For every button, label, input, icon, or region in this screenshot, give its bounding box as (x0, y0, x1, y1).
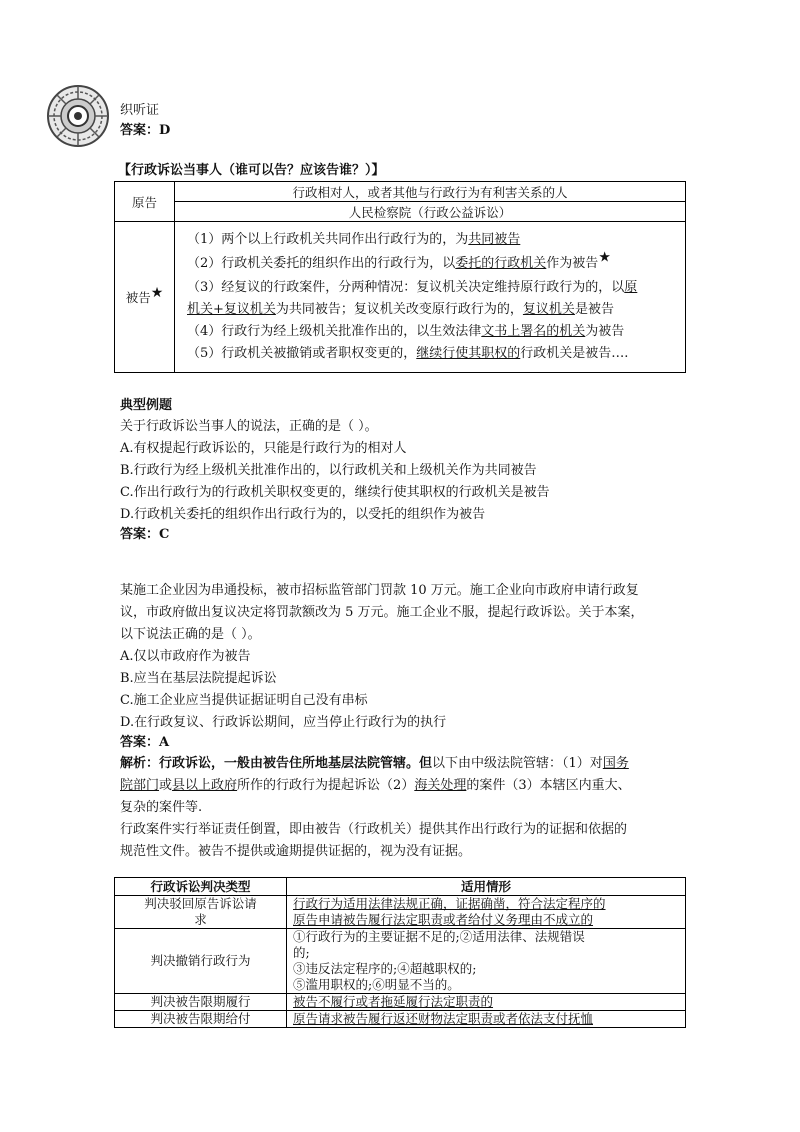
burden-line: 规范性文件。被告不提供或逾期提供证据的，视为没有证据。 (120, 844, 472, 859)
example1-option-a: A.有权提起行政诉讼的，只能是行政行为的相对人 (120, 441, 407, 456)
judgment-row (115, 994, 686, 1011)
defendant-label: 被告 (125, 290, 151, 305)
previous-answer: 答案：D (120, 123, 171, 138)
burden-line: 行政案件实行举证责任倒置，即由被告（行政机关）提供其作出行政行为的证据和依据的 (120, 822, 628, 837)
plaintiff-label: 原告 (115, 182, 175, 222)
plaintiff-row: 人民检察院（行政公益诉讼） (175, 202, 686, 222)
previous-text-tail: 织听证 (120, 103, 160, 118)
defendant-rule-3-cont: 机关+复议机关为共同被告；复议机关改变原行政行为的，复议机关是被告 (187, 302, 614, 317)
analysis-line-2: 院部门或县以上政府所作的行政行为提起诉讼（2）海关处理的案件（3）本辖区内重大、 (120, 778, 631, 793)
example1-option-d: D.行政机关委托的组织作出行政行为的，以受托的组织作为被告 (120, 507, 486, 522)
example1-option-b: B.行政行为经上级机关批准作出的，以行政机关和上级机关作为共同被告 (120, 463, 537, 478)
judgment-header-type: 行政诉讼判决类型 (115, 878, 287, 896)
publisher-logo (46, 84, 110, 148)
analysis-line-3: 复杂的案件等. (120, 800, 203, 815)
judgment-header-condition: 适用情形 (287, 878, 686, 896)
parties-table (114, 181, 686, 373)
plaintiff-row: 行政相对人，或者其他与行政行为有利害关系的人 (175, 182, 686, 202)
example2-question-line: 议，市政府做出复议决定将罚款额改为 5 万元。施工企业不服，提起行政诉讼。关于本案， (120, 605, 644, 620)
analysis-line-1: 解析：行政诉讼，一般由被告住所地基层法院管辖。但以下由中级法院管辖：（1）对国务 (120, 756, 629, 771)
defendant-rule-1: （1）两个以上行政机关共同作出行政行为的，为共同被告 (187, 232, 521, 247)
judgment-type-cell: 判决撤销行政行为 (115, 929, 287, 994)
defendant-rule-5: （5）行政机关被撤销或者职权变更的，继续行使其职权的行政机关是被告…. (187, 346, 629, 361)
example2-question-line: 以下说法正确的是（ ）。 (120, 627, 261, 642)
defendant-rule-3: （3）经复议的行政案件，分两种情况：复议机关决定维持原行政行为的，以原 (187, 280, 638, 295)
defendant-rule-4: （4）行政行为经上级机关批准作出的，以生效法律文书上署名的机关为被告 (187, 324, 625, 339)
judgment-condition-cell: 原告请求被告履行返还财物法定职责或者依法支付抚恤 (287, 1011, 686, 1028)
example1-answer: 答案：C (120, 527, 170, 542)
judgment-row (115, 896, 686, 929)
example2-option-d: D.在行政复议、行政诉讼期间，应当停止行政行为的执行 (120, 715, 447, 730)
example1-option-c: C.作出行政行为的行政机关职权变更的，继续行使其职权的行政机关是被告 (120, 485, 550, 500)
judgment-condition-cell: 被告不履行或者拖延履行法定职责的 (287, 994, 686, 1011)
example2-option-b: B.应当在基层法院提起诉讼 (120, 671, 277, 686)
judgment-type-cell: 判决被告限期给付 (115, 1011, 287, 1028)
judgment-table (114, 877, 686, 1028)
example-heading: 典型例题 (120, 398, 173, 413)
judgment-condition-cell: ①行政行为的主要证据不足的;②适用法律、法规错误 的; ③违反法定程序的;④超越职权的; ⑤滥用职权的;⑥明显不当的。 (287, 929, 686, 994)
defendant-rules (175, 222, 686, 373)
example2-option-a: A.仅以市政府作为被告 (120, 649, 251, 664)
section-title: 【行政诉讼当事人（谁可以告？应该告谁？）】 (118, 163, 385, 178)
judgment-condition-cell: 行政行为适用法律法规正确，证据确凿，符合法定程序的 原告申请被告履行法定职责或者给付义务理由不成立的 (287, 896, 686, 929)
example2-answer: 答案：A (120, 735, 170, 750)
star-icon: ★ (150, 284, 164, 301)
example2-question-line: 某施工企业因为串通投标，被市招标监管部门罚款 10 万元。施工企业向市政府申请行政复 (120, 583, 639, 598)
judgment-row (115, 929, 686, 994)
defendant-rule-2: （2）行政机关委托的组织作出的行政行为，以委托的行政机关作为被告★ (187, 249, 611, 271)
star-icon: ★ (598, 249, 611, 266)
example2-option-c: C.施工企业应当提供证据证明自己没有串标 (120, 693, 368, 708)
judgment-type-cell: 判决驳回原告诉讼请 求 (115, 896, 287, 929)
example1-question: 关于行政诉讼当事人的说法，正确的是（ ）。 (120, 419, 378, 434)
judgment-type-cell: 判决被告限期履行 (115, 994, 287, 1011)
judgment-row (115, 1011, 686, 1028)
defendant-label-cell (115, 222, 175, 373)
